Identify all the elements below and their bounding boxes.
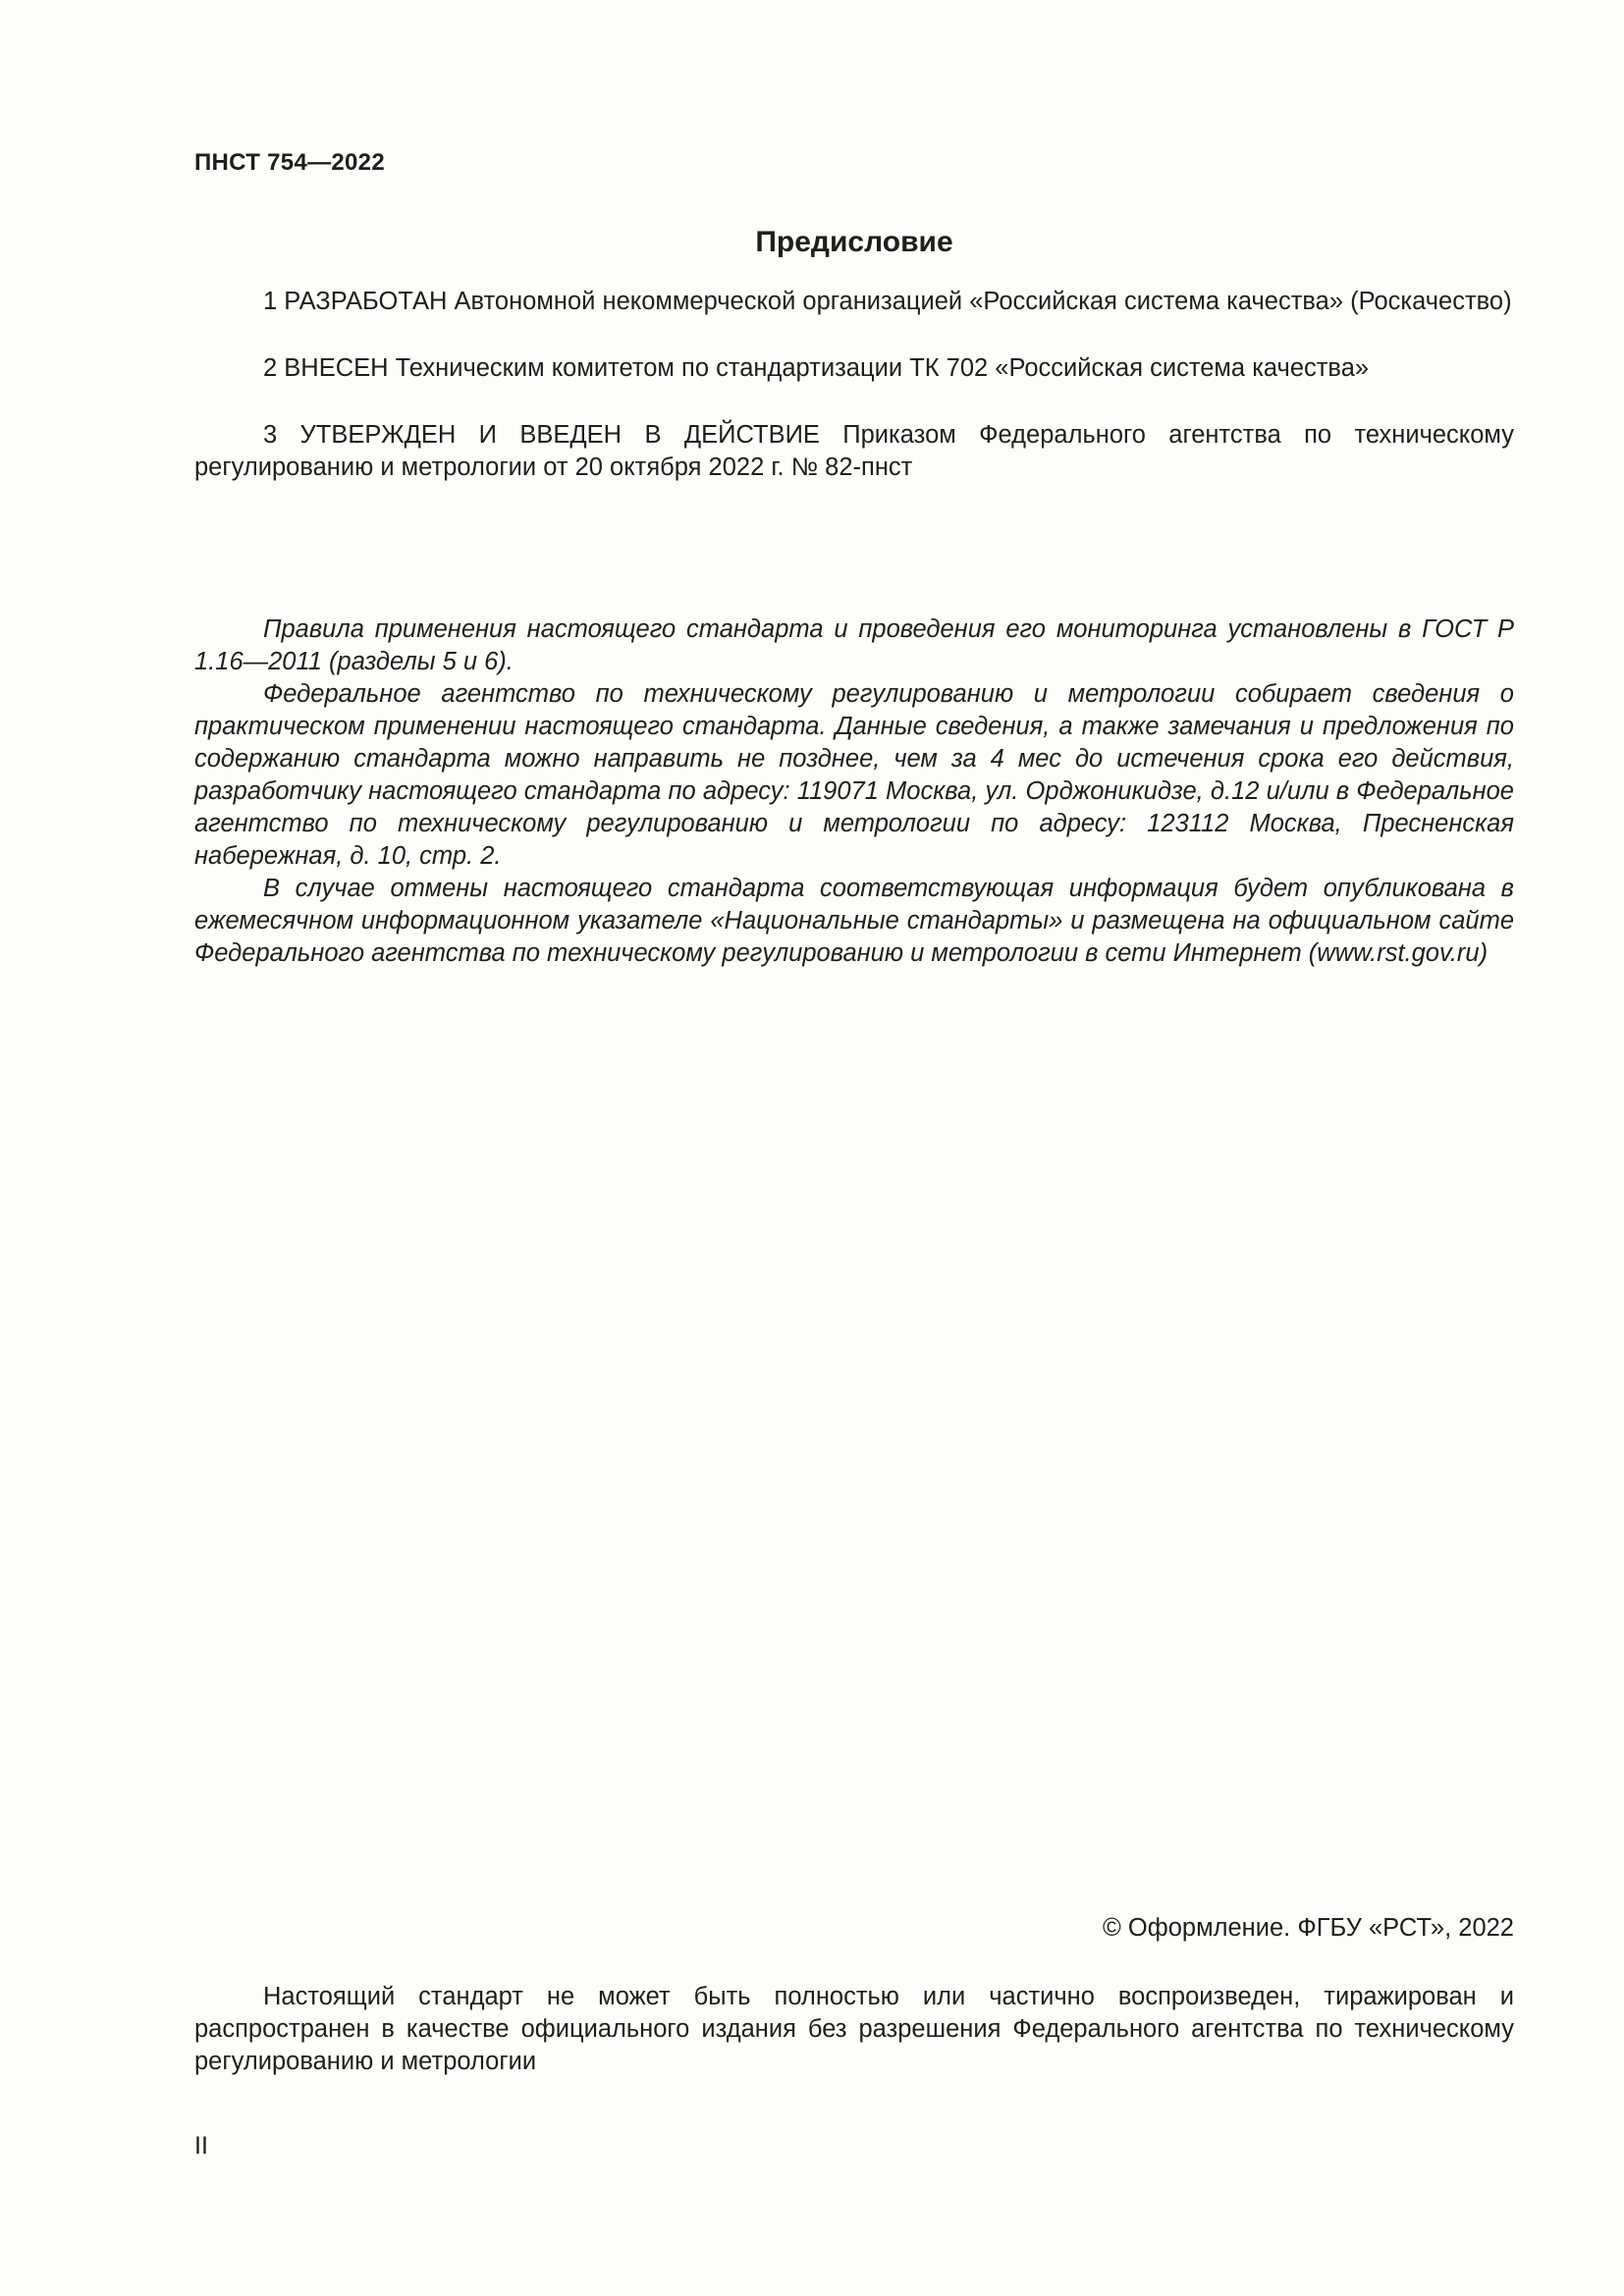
foreword-item-approved: 3 УТВЕРЖДЕН И ВВЕДЕН В ДЕЙСТВИЕ Приказом Федерального агентства по техническому регулированию и метрологии от 20 октября 2022 г. № 82-пнст [194, 421, 1514, 481]
foreword-items [194, 286, 1514, 518]
reproduction-text: Настоящий стандарт не может быть полностью или частично воспроизведен, тиражирован и распространен в качестве официального издания без разрешения Федерального агентства по техническому регулированию и метрологии [194, 1983, 1514, 2075]
note-feedback: Федеральное агентство по техническому регулированию и метрологии собирает сведения о практическом применении настоящего стандарта. Данные сведения, а также замечания и предложения по содержанию стандарта можно направить не позднее, чем за 4 мес до истечения срока его действия, разработчику настоящего стандарта по адресу: 119071 Москва, ул. Орджоникидзе, д.12 и/или в Федеральное агентство по техническому регулированию и метрологии по адресу: 123112 Москва, Пресненская набережная, д. 10, стр. 2. [194, 680, 1514, 870]
document-code: ПНСТ 754—2022 [194, 149, 385, 176]
standard-notes [194, 614, 1514, 970]
foreword-item-introduced: 2 ВНЕСЕН Техническим комитетом по стандартизации ТК 702 «Российская система качества» [263, 354, 1370, 382]
note-application-rules: Правила применения настоящего стандарта и проведения его мониторинга установлены в ГОСТ Р 1.16—2011 (разделы 5 и 6). [194, 615, 1514, 675]
note-cancellation: В случае отмены настоящего стандарта соответствующая информация будет опубликована в ежемесячном информационном указателе «Национальные стандарты» и размещена на официальном сайте Федерального агентства по техническому регулированию и метрологии в сети Интернет (www.rst.gov.ru) [194, 875, 1514, 967]
page-number: II [194, 2132, 208, 2160]
reproduction-notice [194, 1981, 1514, 2078]
copyright-notice: © Оформление. ФГБУ «РСТ», 2022 [1103, 1914, 1514, 1942]
foreword-item-developed: 1 РАЗРАБОТАН Автономной некоммерческой организацией «Российская система качества» (Роскачество) [263, 288, 1512, 315]
foreword-title: Предисловие [755, 226, 953, 258]
